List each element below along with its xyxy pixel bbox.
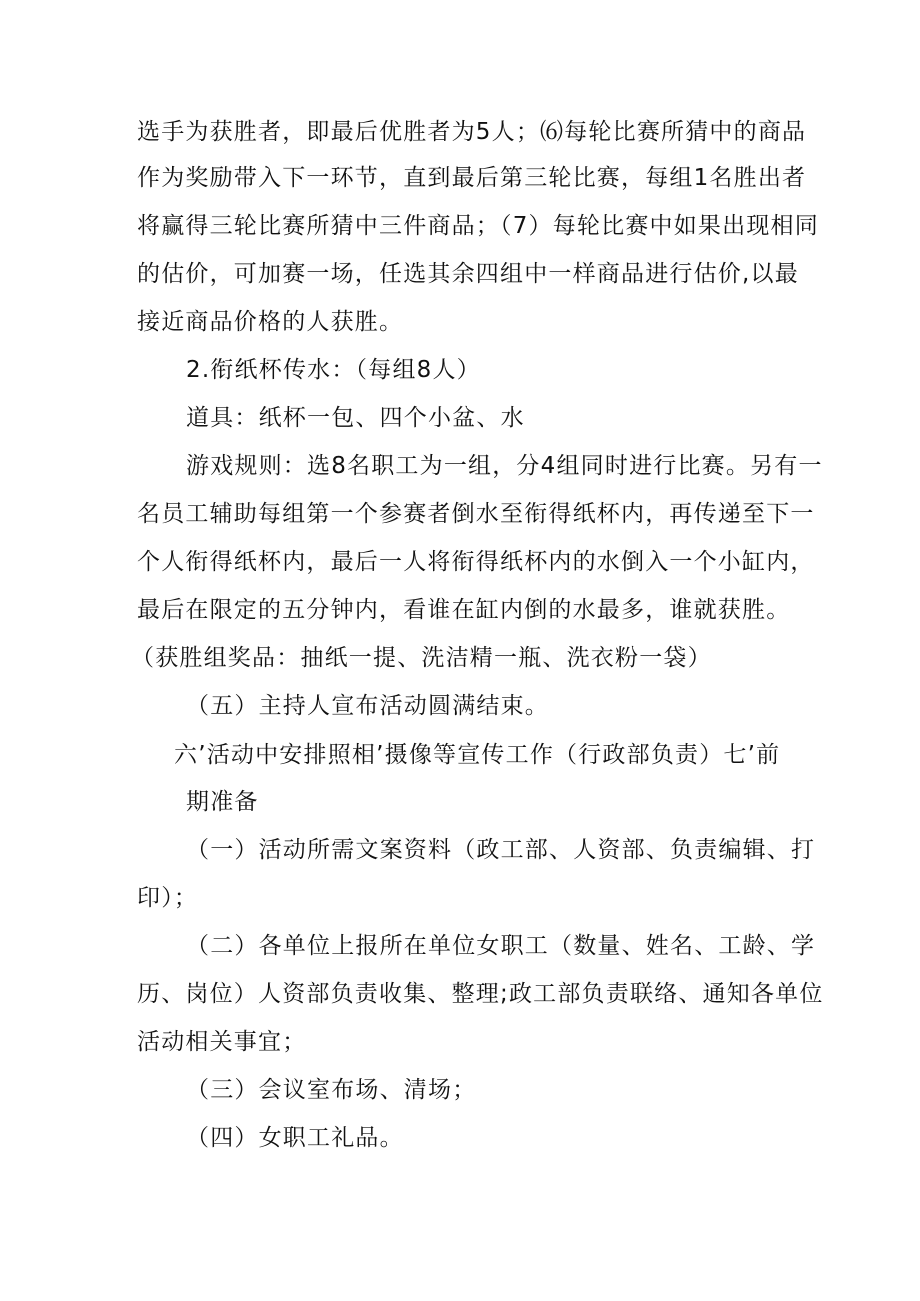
section-line-cont: 期准备: [186, 789, 259, 815]
paragraph-line: 选手为获胜者，即最后优胜者为5人；⑹每轮比赛所猜中的商品: [137, 119, 807, 145]
paragraph-line: 名员工辅助每组第一个参赛者倒水至衔得纸杯内，再传递至下一: [137, 501, 815, 527]
prep-item-1: （一）活动所需文案资料（政工部、人资部、负责编辑、打: [186, 837, 816, 863]
section-item-5: （五）主持人宣布活动圆满结束。: [186, 693, 549, 719]
prep-item-2-cont: 历、岗位）人资部负责收集、整理;政工部负责联络、通知各单位: [137, 981, 824, 1007]
prep-item-1-cont: 印）；: [137, 885, 199, 911]
props-line: 道具：纸杯一包、四个小盆、水: [186, 405, 525, 431]
game-heading: 2.衔纸杯传水：（每组8人）: [186, 357, 481, 383]
prize-line: （获胜组奖品：抽纸一提、洗洁精一瓶、洗衣粉一袋）: [131, 645, 712, 671]
paragraph-line: 个人衔得纸杯内，最后一人将衔得纸杯内的水倒入一个小缸内，: [137, 549, 815, 575]
prep-item-3: （三）会议室布场、清场；: [186, 1077, 477, 1103]
paragraph-line: 将赢得三轮比赛所猜中三件商品；（7）每轮比赛中如果出现相同: [137, 213, 819, 239]
paragraph-line: 接近商品价格的人获胜。: [137, 309, 404, 335]
section-line: 六’活动中安排照相’摄像等宣传工作（行政部负责）七’前: [174, 742, 781, 768]
paragraph-line: 作为奖励带入下一环节，直到最后第三轮比赛，每组1名胜出者: [137, 165, 807, 191]
prep-item-2: （二）各单位上报所在单位女职工（数量、姓名、工龄、学: [186, 933, 816, 959]
paragraph-line: 的估价，可加赛一场，任选其余四组中一样商品进行估价,以最: [137, 261, 799, 287]
rules-line: 游戏规则：选8名职工为一组，分4组同时进行比赛。另有一: [186, 453, 823, 479]
paragraph-line: 最后在限定的五分钟内，看谁在缸内倒的水最多，谁就获胜。: [137, 597, 791, 623]
prep-item-2-cont: 活动相关事宜；: [137, 1029, 307, 1055]
prep-item-4: （四）女职工礼品。: [186, 1125, 404, 1151]
